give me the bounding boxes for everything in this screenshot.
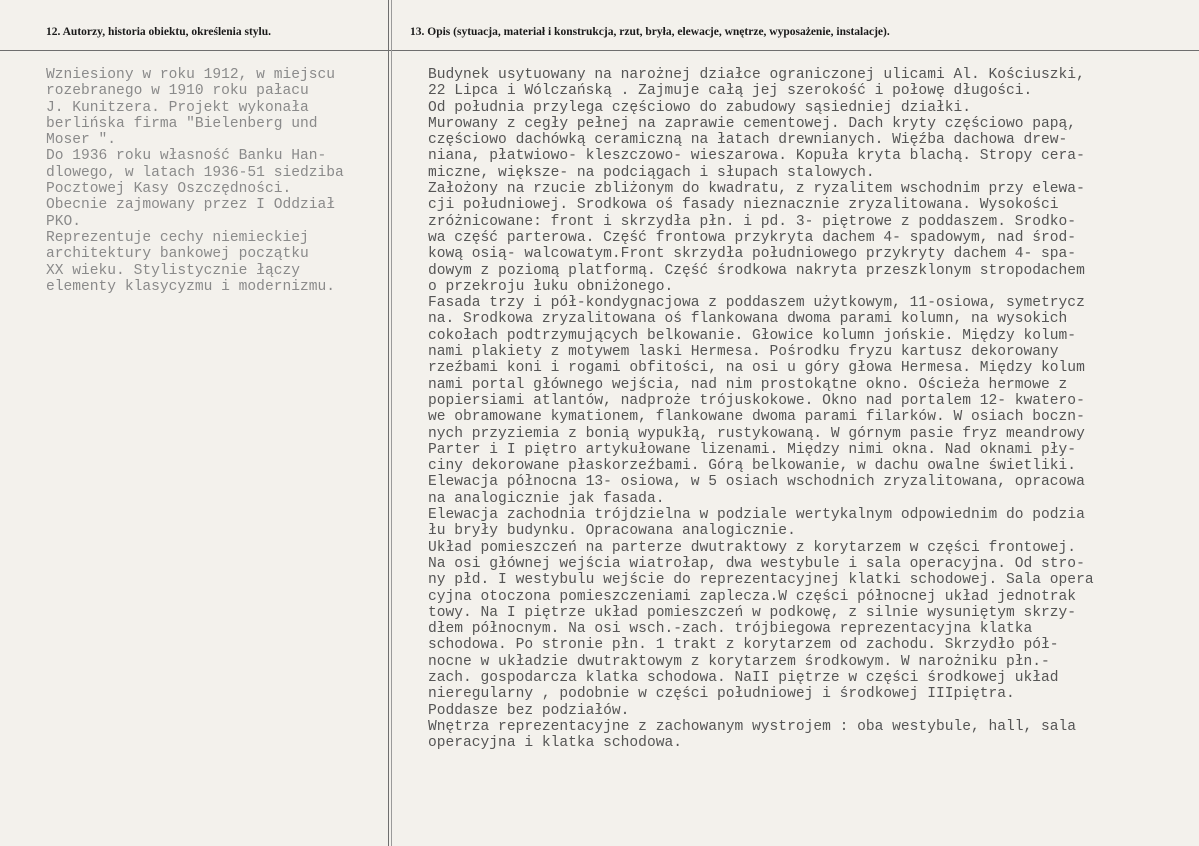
description-line: Układ pomieszczeń na parterze dwutraktowy z korytarzem w części frontowej.: [428, 539, 1077, 556]
description-line: popiersiami atlantów, nadproże trójuskokowe. Okno nad portalem 12- kwatero-: [428, 392, 1085, 409]
column-divider-secondary: [391, 0, 392, 846]
history-line: Moser ".: [46, 132, 117, 149]
description-line: dłem północnym. Na osi wsch.-zach. trójbiegowa reprezentacyjna klatka: [428, 621, 1033, 638]
description-line: zróżnicowane: front i skrzydła płn. i pd. 3- piętrowe z poddaszem. Srodko-: [428, 213, 1077, 230]
history-line: berlińska firma "Bielenberg und: [46, 115, 318, 132]
column-divider: [388, 0, 389, 846]
description-line: o przekroju łuku obniżonego.: [428, 278, 674, 295]
description-line: niana, płatwiowo- kleszczowo- wieszarowa. Kopuła kryta blachą. Stropy cera-: [428, 148, 1085, 165]
description-line: we obramowane kymationem, flankowane dwoma parami filarków. W osiach boczn-: [428, 409, 1085, 426]
description-line: Elewacja północna 13- osiowa, w 5 osiach wschodnich zryzalitowana, opracowa: [428, 474, 1085, 491]
description-line: Od południa przylega częściowo do zabudowy sąsiedniej działki.: [428, 99, 971, 116]
header-divider: [0, 50, 1199, 51]
description-line: nieregularny , podobnie w części południowej i środkowej IIIpiętra.: [428, 686, 1015, 703]
description-line: rzeźbami koni i rogami obfitości, na osi u góry głowa Hermesa. Między kolum: [428, 360, 1085, 377]
section-13-heading: 13. Opis (sytuacja, materiał i konstrukcja, rzut, bryła, elewacje, wnętrze, wyposażenie, instalacje).: [410, 26, 890, 38]
description-line: Murowany z cegły pełnej na zaprawie cementowej. Dach kryty częściowo papą,: [428, 115, 1077, 132]
description-line: cyjna otoczona pomieszczeniami zaplecza.W części północnej układ jednotrak: [428, 588, 1077, 605]
history-line: elementy klasycyzmu i modernizmu.: [46, 278, 336, 295]
description-line: operacyjna i klatka schodowa.: [428, 735, 682, 752]
description-line: 22 Lipca i Wólczańską . Zajmuje całą jej szerokość i połowę długości.: [428, 83, 1033, 100]
history-line: XX wieku. Stylistycznie łączy: [46, 262, 300, 279]
description-line: Elewacja zachodnia trójdzielna w podziale wertykalnym odpowiednim do podzia: [428, 507, 1085, 524]
description-line: Założony na rzucie zbliżonym do kwadratu, z ryzalitem wschodnim przy elewa-: [428, 181, 1085, 198]
history-line: architektury bankowej początku: [46, 246, 309, 263]
description-line: Poddasze bez podziałów.: [428, 702, 630, 719]
history-text-block: [46, 67, 344, 295]
description-line: dowym z poziomą platformą. Część środkowa nakryta przeszklonym stropodachem: [428, 262, 1085, 279]
description-line: towy. Na I piętrze układ pomieszczeń w podkowę, z silnie wysuniętym skrzy-: [428, 604, 1077, 621]
description-line: Fasada trzy i pół-kondygnacjowa z poddaszem użytkowym, 11-osiowa, symetrycz: [428, 295, 1085, 312]
description-line: Budynek usytuowany na narożnej działce ograniczonej ulicami Al. Kościuszki,: [428, 67, 1085, 83]
section-12-heading: 12. Autorzy, historia obiektu, określenia stylu.: [46, 26, 272, 38]
history-line: Pocztowej Kasy Oszczędności.: [46, 181, 292, 198]
history-line: PKO.: [46, 213, 82, 230]
history-line: J. Kunitzera. Projekt wykonała: [46, 99, 309, 116]
description-text-block: [428, 67, 1094, 751]
description-line: Wnętrza reprezentacyjne z zachowanym wystrojem : oba westybule, hall, sala: [428, 718, 1077, 735]
description-line: kową osią- walcowatym.Front skrzydła południowego przykryty dachem 4- spa-: [428, 246, 1077, 263]
description-line: na. Srodkowa zryzalitowana oś flankowana dwoma parami kolumn, na wysokich: [428, 311, 1068, 328]
history-line: Do 1936 roku własność Banku Han-: [46, 148, 327, 165]
description-line: nocne w układzie dwutraktowym z korytarzem środkowym. W narożniku płn.-: [428, 653, 1050, 670]
description-line: nych przyziemia z bonią wypukłą, rustykowaną. W górnym pasie fryz meandrowy: [428, 425, 1085, 442]
history-line: Obecnie zajmowany przez I Oddział: [46, 197, 336, 214]
description-line: Parter i I piętro artykułowane lizenami. Między nimi okna. Nad oknami pły-: [428, 441, 1077, 458]
description-line: zach. gospodarcza klatka schodowa. NaII piętrze w części środkowej układ: [428, 669, 1059, 686]
history-line: Wzniesiony w roku 1912, w miejscu: [46, 67, 336, 83]
description-line: częściowo dachówką ceramiczną na łatach drewnianych. Więźba dachowa drew-: [428, 132, 1068, 149]
description-line: wa część parterowa. Część frontowa przykryta dachem 4- spadowym, nad środ-: [428, 229, 1077, 246]
description-line: schodowa. Po stronie płn. 1 trakt z korytarzem od zachodu. Skrzydło pół-: [428, 637, 1059, 654]
description-line: Na osi głównej wejścia wiatrołap, dwa westybule i sala operacyjna. Od stro-: [428, 555, 1085, 572]
history-line: rozebranego w 1910 roku pałacu: [46, 83, 309, 100]
description-line: łu bryły budynku. Opracowana analogicznie.: [428, 523, 796, 540]
description-line: ny płd. I westybulu wejście do reprezentacyjnej klatki schodowej. Sala opera: [428, 572, 1094, 589]
description-line: cji południowej. Srodkowa oś fasady nieznacznie zryzalitowana. Wysokości: [428, 197, 1059, 214]
description-line: nami portal głównego wejścia, nad nim prostokątne okno. Ościeża hermowe z: [428, 376, 1068, 393]
description-line: na analogicznie jak fasada.: [428, 490, 665, 507]
description-line: cokołach podtrzymujących belkowanie. Głowice kolumn jońskie. Między kolum-: [428, 327, 1077, 344]
description-line: nami plakiety z motywem laski Hermesa. Pośrodku fryzu kartusz dekorowany: [428, 344, 1059, 361]
history-line: dlowego, w latach 1936-51 siedziba: [46, 164, 344, 181]
history-line: Reprezentuje cechy niemieckiej: [46, 229, 309, 246]
description-line: miczne, większe- na podciągach i słupach stalowych.: [428, 164, 875, 181]
description-line: ciny dekorowane płaskorzeźbami. Górą belkowanie, w dachu owalne świetliki.: [428, 458, 1077, 475]
